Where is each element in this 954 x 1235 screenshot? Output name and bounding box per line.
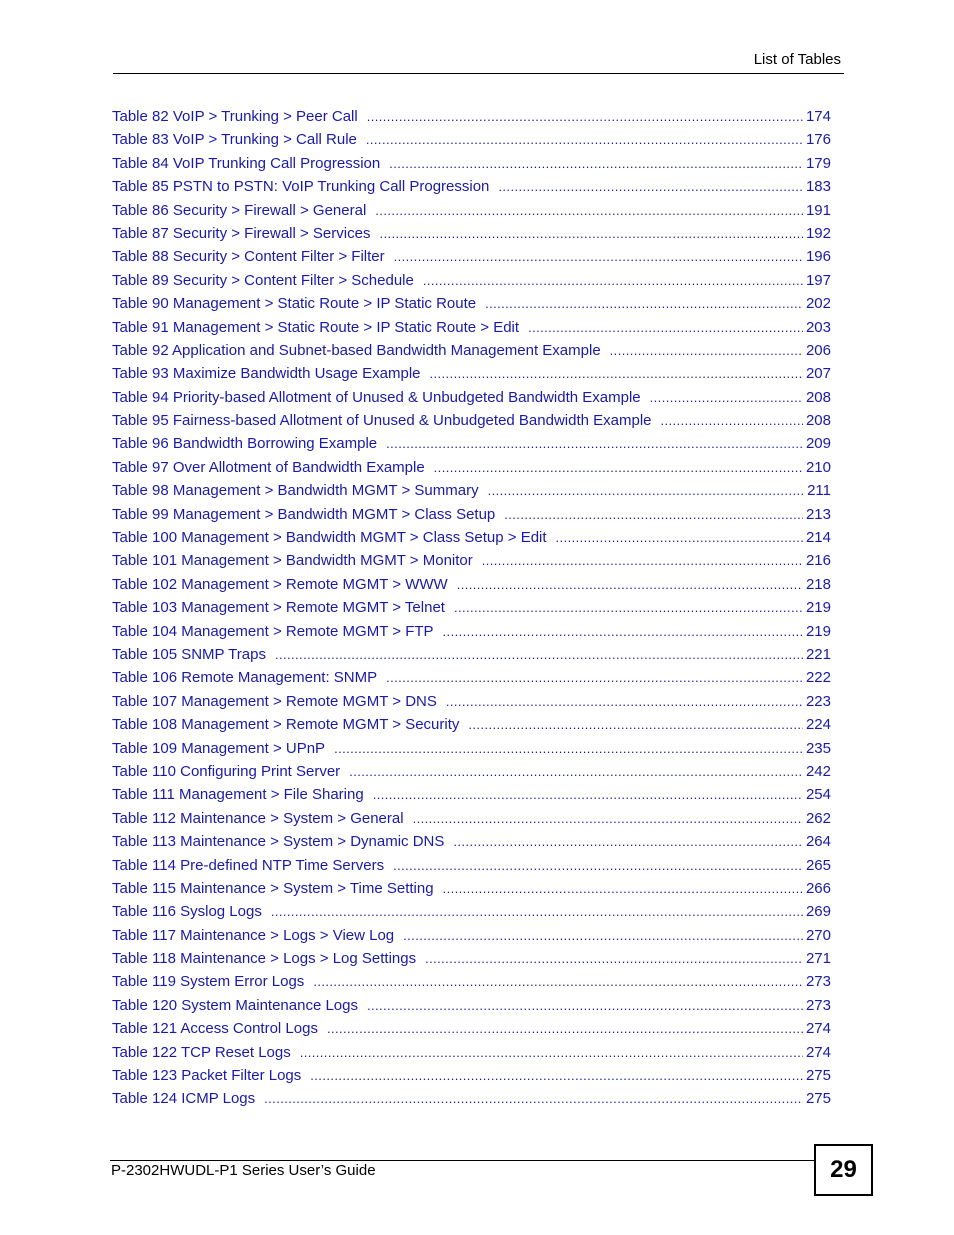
dot-leader: [349, 760, 803, 783]
toc-entry-page: 206: [805, 341, 831, 359]
dot-leader: [468, 713, 803, 736]
toc-entry-label: Table 114 Pre-defined NTP Time Servers: [112, 856, 385, 874]
toc-entry-label: Table 124 ICMP Logs: [112, 1090, 256, 1108]
dot-leader: [454, 596, 803, 619]
toc-entry-link[interactable]: [112, 690, 831, 713]
dot-leader: [375, 199, 803, 222]
toc-entry-page: 264: [805, 833, 831, 851]
dot-leader: [386, 666, 803, 689]
toc-entry-link[interactable]: [112, 713, 831, 736]
toc-entry-page: 273: [805, 996, 831, 1014]
toc-entry-page: 274: [805, 1020, 831, 1038]
toc-entry-label: Table 112 Maintenance > System > General: [112, 809, 404, 827]
dot-leader: [430, 362, 803, 385]
dot-leader: [264, 1087, 803, 1110]
toc-entry-page: 221: [805, 645, 831, 663]
toc-entry-page: 174: [805, 108, 831, 125]
toc-entry-link[interactable]: [112, 503, 831, 526]
toc-entry-page: 223: [805, 692, 831, 710]
dot-leader: [488, 479, 805, 502]
dot-leader: [394, 245, 803, 268]
toc-entry-label: Table 84 VoIP Trunking Call Progression: [112, 154, 381, 172]
dot-leader: [313, 970, 803, 993]
toc-entry-label: Table 104 Management > Remote MGMT > FTP: [112, 622, 434, 640]
toc-entry-page: 192: [805, 224, 831, 242]
toc-entry-link[interactable]: [112, 245, 831, 268]
toc-entry-page: 275: [805, 1090, 831, 1108]
toc-entry-label: Table 95 Fairness-based Allotment of Unused & Unbudgeted Bandwidth Example: [112, 412, 652, 430]
toc-entry-label: Table 91 Management > Static Route > IP Static Route > Edit: [112, 318, 520, 336]
dot-leader: [498, 175, 803, 198]
toc-entry-link[interactable]: [112, 316, 831, 339]
toc-entry-page: 179: [805, 154, 831, 172]
list-of-tables: [112, 105, 831, 1111]
toc-entry-label: Table 88 Security > Content Filter > Filter: [112, 248, 385, 266]
dot-leader: [443, 877, 803, 900]
dot-leader: [661, 409, 803, 432]
toc-entry-label: Table 93 Maximize Bandwidth Usage Example: [112, 365, 421, 383]
toc-entry-label: Table 86 Security > Firewall > General: [112, 201, 367, 219]
toc-entry-link[interactable]: [112, 877, 831, 900]
toc-entry-label: Table 92 Application and Subnet-based Bandwidth Management Example: [112, 341, 601, 359]
toc-entry-page: 183: [805, 178, 831, 196]
toc-entry-label: Table 107 Management > Remote MGMT > DNS: [112, 692, 437, 710]
toc-entry-label: Table 111 Management > File Sharing: [112, 786, 364, 804]
dot-leader: [434, 456, 803, 479]
toc-entry-page: 266: [805, 879, 831, 897]
toc-entry-label: Table 101 Management > Bandwidth MGMT > Monitor: [112, 552, 473, 570]
toc-entry-link[interactable]: [112, 994, 831, 1017]
toc-entry-link[interactable]: [112, 526, 831, 549]
toc-entry-link[interactable]: [112, 643, 831, 666]
dot-leader: [446, 690, 803, 713]
toc-entry-link[interactable]: [112, 760, 831, 783]
toc-entry-label: Table 99 Management > Bandwidth MGMT > Class Setup: [112, 505, 496, 523]
toc-entry-label: Table 118 Maintenance > Logs > Log Settings: [112, 950, 417, 968]
toc-entry-label: Table 120 System Maintenance Logs: [112, 996, 358, 1014]
toc-entry-label: Table 110 Configuring Print Server: [112, 762, 341, 780]
toc-entry-label: Table 113 Maintenance > System > Dynamic DNS: [112, 833, 445, 851]
dot-leader: [327, 1017, 803, 1040]
dot-leader: [386, 432, 803, 455]
toc-entry-page: 242: [805, 762, 831, 780]
toc-entry-label: Table 102 Management > Remote MGMT > WWW: [112, 575, 448, 593]
toc-entry-page: 216: [805, 552, 831, 570]
toc-entry-label: Table 85 PSTN to PSTN: VoIP Trunking Call Progression: [112, 178, 490, 196]
toc-entry-page: 208: [805, 412, 831, 430]
toc-entry-page: 209: [805, 435, 831, 453]
toc-entry-page: 207: [805, 365, 831, 383]
dot-leader: [443, 620, 803, 643]
toc-entry-page: 210: [805, 458, 831, 476]
toc-entry-link[interactable]: [112, 105, 831, 128]
toc-entry-page: 203: [805, 318, 831, 336]
toc-entry-label: Table 94 Priority-based Allotment of Unused & Unbudgeted Bandwidth Example: [112, 388, 641, 406]
toc-entry-link[interactable]: [112, 573, 831, 596]
page-number: 29: [830, 1156, 857, 1183]
toc-entry-link[interactable]: [112, 362, 831, 385]
dot-leader: [453, 830, 803, 853]
toc-entry-page: 271: [805, 950, 831, 968]
toc-entry-link[interactable]: [112, 1087, 831, 1110]
toc-entry-label: Table 96 Bandwidth Borrowing Example: [112, 435, 378, 453]
toc-entry-link[interactable]: [112, 970, 831, 993]
toc-entry-label: Table 98 Management > Bandwidth MGMT > Summary: [112, 482, 479, 500]
dot-leader: [367, 994, 803, 1017]
toc-entry-link[interactable]: [112, 854, 831, 877]
toc-entry-link[interactable]: [112, 900, 831, 923]
toc-entry-page: 269: [805, 903, 831, 921]
toc-entry-page: 211: [807, 482, 831, 500]
toc-entry-label: Table 90 Management > Static Route > IP Static Route: [112, 295, 477, 313]
toc-entry-link[interactable]: [112, 386, 831, 409]
toc-entry-page: 197: [805, 271, 831, 289]
toc-entry-page: 224: [805, 716, 831, 734]
toc-entry-label: Table 87 Security > Firewall > Services: [112, 224, 371, 242]
toc-entry-link[interactable]: [112, 269, 831, 292]
toc-entry-link[interactable]: [112, 456, 831, 479]
dot-leader: [650, 386, 803, 409]
toc-entry-label: Table 108 Management > Remote MGMT > Security: [112, 716, 460, 734]
toc-entry-link[interactable]: [112, 292, 831, 315]
page-number-box: [814, 1144, 873, 1196]
toc-entry-page: 176: [805, 131, 831, 149]
dot-leader: [275, 643, 803, 666]
toc-entry-label: Table 83 VoIP > Trunking > Call Rule: [112, 131, 357, 149]
toc-entry-link[interactable]: [112, 1017, 831, 1040]
toc-entry-page: 196: [805, 248, 831, 266]
toc-entry-label: Table 103 Management > Remote MGMT > Telnet: [112, 599, 445, 617]
dot-leader: [389, 152, 803, 175]
page-header-title: List of Tables: [753, 51, 841, 68]
toc-entry-link[interactable]: [112, 479, 831, 502]
toc-entry-label: Table 109 Management > UPnP: [112, 739, 326, 757]
toc-entry-link[interactable]: [112, 409, 831, 432]
dot-leader: [271, 900, 803, 923]
toc-entry-label: Table 119 System Error Logs: [112, 973, 305, 991]
toc-entry-page: 274: [805, 1043, 831, 1061]
dot-leader: [403, 924, 803, 947]
dot-leader: [393, 854, 803, 877]
toc-entry-link[interactable]: [112, 1041, 831, 1064]
toc-entry-page: 202: [805, 295, 831, 313]
toc-entry-link[interactable]: [112, 807, 831, 830]
toc-entry-page: 191: [805, 201, 831, 219]
toc-entry-label: Table 122 TCP Reset Logs: [112, 1043, 291, 1061]
toc-entry-link[interactable]: [112, 128, 831, 151]
toc-entry-link[interactable]: [112, 1064, 831, 1087]
toc-entry-page: 219: [805, 622, 831, 640]
toc-entry-page: 270: [805, 926, 831, 944]
toc-entry-link[interactable]: [112, 830, 831, 853]
toc-entry-label: Table 121 Access Control Logs: [112, 1020, 318, 1038]
toc-entry-page: 273: [805, 973, 831, 991]
toc-entry-link[interactable]: [112, 339, 831, 362]
toc-entry-page: 275: [805, 1067, 831, 1085]
dot-leader: [300, 1041, 803, 1064]
dot-leader: [504, 503, 803, 526]
dot-leader: [373, 783, 803, 806]
dot-leader: [528, 316, 803, 339]
toc-entry-link[interactable]: [112, 737, 831, 760]
toc-entry-label: Table 123 Packet Filter Logs: [112, 1067, 302, 1085]
dot-leader: [457, 573, 803, 596]
toc-entry-label: Table 97 Over Allotment of Bandwidth Example: [112, 458, 425, 476]
footer-divider: [110, 1160, 814, 1161]
toc-entry-page: 254: [805, 786, 831, 804]
guide-title: P-2302HWUDL-P1 Series User’s Guide: [111, 1162, 376, 1179]
dot-leader: [482, 549, 803, 572]
toc-entry-label: Table 106 Remote Management: SNMP: [112, 669, 378, 687]
dot-leader: [367, 105, 803, 128]
toc-entry-link[interactable]: [112, 175, 831, 198]
dot-leader: [425, 947, 803, 970]
dot-leader: [379, 222, 803, 245]
toc-entry-label: Table 89 Security > Content Filter > Schedule: [112, 271, 414, 289]
toc-entry-link[interactable]: [112, 152, 831, 175]
toc-entry-page: 208: [805, 388, 831, 406]
dot-leader: [423, 269, 803, 292]
toc-entry-page: 262: [805, 809, 831, 827]
toc-entry-link[interactable]: [112, 199, 831, 222]
toc-entry-label: Table 117 Maintenance > Logs > View Log: [112, 926, 395, 944]
toc-entry-page: 219: [805, 599, 831, 617]
toc-entry-page: 265: [805, 856, 831, 874]
header-divider: [113, 73, 844, 74]
toc-entry-label: Table 100 Management > Bandwidth MGMT > Class Setup > Edit: [112, 529, 547, 547]
toc-entry-link[interactable]: [112, 924, 831, 947]
toc-entry-label: Table 82 VoIP > Trunking > Peer Call: [112, 108, 358, 125]
dot-leader: [556, 526, 803, 549]
toc-entry-page: 222: [805, 669, 831, 687]
toc-entry-link[interactable]: [112, 222, 831, 245]
toc-entry-label: Table 116 Syslog Logs: [112, 903, 262, 921]
toc-entry-page: 218: [805, 575, 831, 593]
toc-entry-link[interactable]: [112, 432, 831, 455]
toc-entry-link[interactable]: [112, 947, 831, 970]
dot-leader: [610, 339, 803, 362]
dot-leader: [334, 737, 803, 760]
dot-leader: [366, 128, 803, 151]
toc-entry-page: 214: [805, 529, 831, 547]
toc-entry-page: 213: [805, 505, 831, 523]
toc-entry-page: 235: [805, 739, 831, 757]
toc-entry-link[interactable]: [112, 783, 831, 806]
toc-entry-link[interactable]: [112, 549, 831, 572]
dot-leader: [485, 292, 803, 315]
toc-entry-link[interactable]: [112, 666, 831, 689]
toc-entry-label: Table 115 Maintenance > System > Time Setting: [112, 879, 434, 897]
toc-entry-label: Table 105 SNMP Traps: [112, 645, 266, 663]
toc-entry-link[interactable]: [112, 620, 831, 643]
toc-entry-link[interactable]: [112, 596, 831, 619]
dot-leader: [413, 807, 803, 830]
dot-leader: [310, 1064, 803, 1087]
